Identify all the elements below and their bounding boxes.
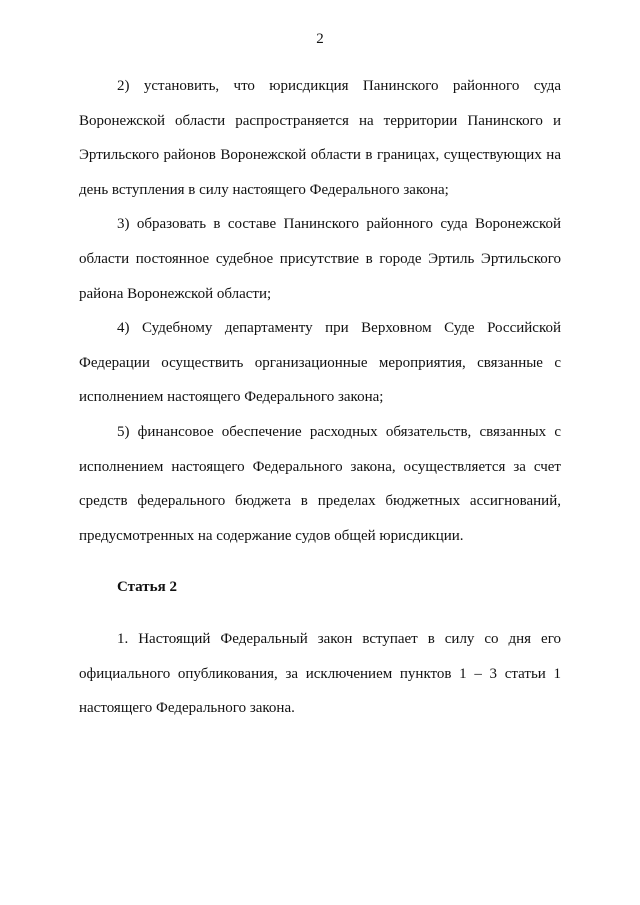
document-body — [79, 69, 561, 726]
article2-heading: Статья 2 — [117, 579, 177, 596]
article1-item-2: 2) установить, что юрисдикция Панинского районного суда Воронежской области распространяется на территории Панинского и Эртильского районов Воронежской области в границах, существующих на день вступления в силу настоящего Федерального закона; — [79, 78, 561, 198]
article1-item-5: 5) финансовое обеспечение расходных обязательств, связанных с исполнением настоящего Федерального закона, осуществляется за счет средств федерального бюджета в пределах бюджетных ассигнований, предусмотренных на содержание судов общей юрисдикции. — [79, 423, 561, 544]
article1-item-4: 4) Судебному департаменту при Верховном Суде Российской Федерации осуществить организационные мероприятия, связанные с исполнением настоящего Федерального закона; — [79, 320, 561, 406]
article1-item-3: 3) образовать в составе Панинского районного суда Воронежской области постоянное судебное присутствие в городе Эртиль Эртильского района Воронежской области; — [79, 216, 561, 302]
page-number: 2 — [316, 31, 324, 47]
article2-item-1: 1. Настоящий Федеральный закон вступает в силу со дня его официального опубликования, за исключением пунктов 1 – 3 статьи 1 настоящего Федерального закона. — [79, 630, 561, 717]
